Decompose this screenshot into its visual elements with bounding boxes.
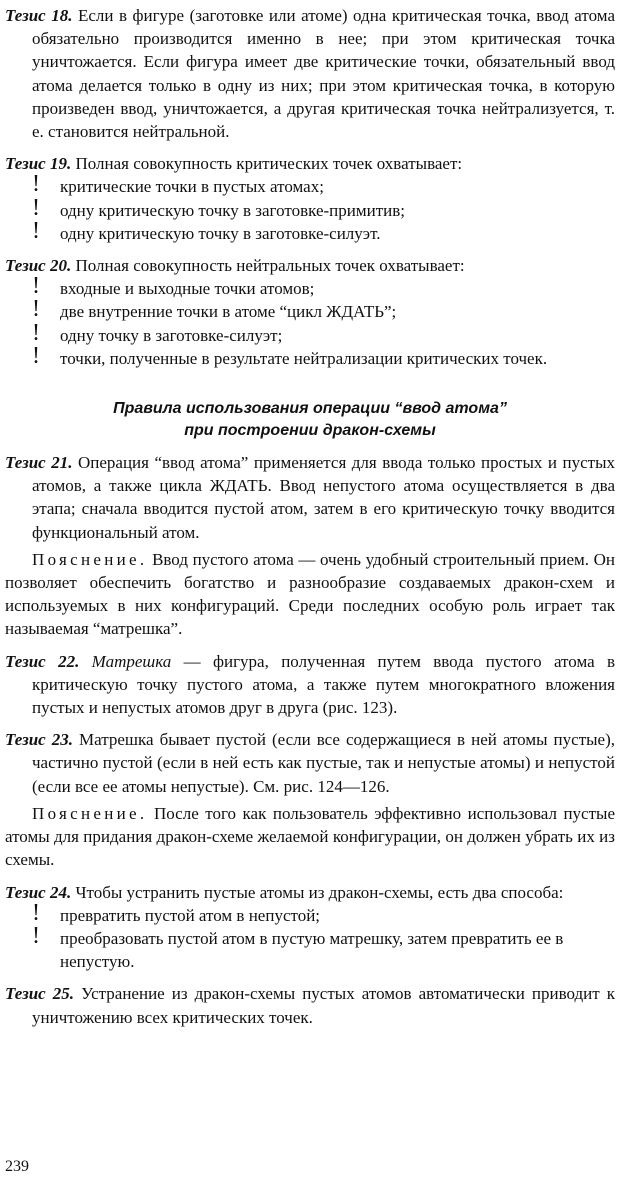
list-item-text: одну критическую точку в заготовке-примитив;	[60, 200, 405, 220]
list-item	[32, 922, 615, 973]
list-item-text: превратить пустой атом в непустой;	[60, 905, 321, 925]
thesis-text: Устранение из дракон-схемы пустых атомов автоматически приводит к уничтожению всех критических точек.	[32, 984, 615, 1027]
exclamation-icon: !	[32, 319, 40, 346]
list-item	[32, 342, 615, 370]
list-item-text: точки, полученные в результате нейтрализации критических точек.	[60, 348, 548, 368]
list-item	[32, 194, 615, 222]
thesis-20-list	[5, 273, 615, 370]
list-item	[32, 217, 615, 245]
thesis-label: Тезис 24.	[5, 882, 72, 902]
explanation-text: Ввод пустого атома — очень удобный строительный прием. Он позволяет обеспечить богатство и разнообразие создаваемых дракон-схем и используемых в них конфигураций. Среди последних особую роль играет так называемая “матрешка”.	[5, 549, 615, 639]
thesis-label: Тезис 25.	[5, 984, 75, 1004]
thesis-25	[5, 982, 615, 1028]
thesis-19	[5, 152, 615, 175]
exclamation-icon: !	[32, 899, 40, 926]
list-item	[32, 899, 615, 927]
list-item	[32, 273, 615, 300]
thesis-label: Тезис 18.	[5, 6, 73, 25]
page-number: 239	[5, 1158, 29, 1175]
exclamation-icon: !	[32, 194, 40, 221]
section-heading-line: Правила использования операции “ввод атома”	[113, 400, 507, 418]
thesis-text: Полная совокупность критических точек охватывает:	[71, 154, 463, 174]
explanation-label: Пояснение.	[32, 549, 148, 569]
list-item	[32, 296, 615, 323]
explanation-text: После того как пользователь эффективно использовал пустые атомы для придания дракон-схеме желаемой конфигурации, он должен убрать их из схемы.	[5, 803, 615, 870]
thesis-text: Операция “ввод атома” применяется для ввода только простых и пустых атомов, а также цикла ЖДАТЬ. Ввод непустого атома осуществляется в два этапа; сначала вводится пустой атом, затем в его критическую точку вводится функциональный атом.	[32, 453, 615, 542]
explanation-1	[5, 548, 615, 641]
thesis-label: Тезис 22.	[5, 651, 80, 671]
thesis-18	[5, 4, 615, 143]
section-heading-line: при построении дракон-схемы	[184, 422, 436, 440]
explanation-label: Пояснение.	[32, 803, 148, 823]
thesis-21	[5, 451, 615, 544]
exclamation-icon: !	[32, 171, 40, 198]
thesis-22	[5, 650, 615, 720]
list-item-text: входные и выходные точки атомов;	[60, 279, 315, 299]
list-item-text: критические точки в пустых атомах;	[60, 177, 324, 197]
thesis-20	[5, 254, 615, 277]
thesis-label: Тезис 20.	[5, 256, 72, 276]
thesis-text: Если в фигуре (заготовке или атоме) одна критическая точка, ввод атома обязательно производится именно в нее; при этом критическая точка уничтожается. Если фигура имеет две критические точки, обязательный ввод атома делается только в одну из них; при этом критическая точка, в которую произведен ввод, уничтожается, а другая критическая точка нейтрализуется, т. е. становится нейтральной.	[32, 6, 615, 142]
thesis-24	[5, 881, 615, 904]
exclamation-icon: !	[32, 296, 40, 323]
thesis-text: Матрешка бывает пустой (если все содержащиеся в ней атомы пустые), частично пустой (если в ней есть как пустые, так и непустые атомы) и непустой (если все ее атомы непустые). См. рис. 124—126.	[32, 730, 615, 796]
section-heading	[5, 398, 615, 442]
explanation-2	[5, 802, 615, 872]
thesis-term: Матрешка	[79, 651, 172, 671]
list-item	[32, 319, 615, 347]
thesis-19-list	[5, 171, 615, 245]
thesis-text: Чтобы устранить пустые атомы из дракон-схемы, есть два способа:	[71, 882, 564, 902]
list-item	[32, 171, 615, 198]
thesis-text: Полная совокупность нейтральных точек охватывает:	[71, 256, 465, 276]
exclamation-icon: !	[32, 342, 40, 369]
thesis-label: Тезис 19.	[5, 154, 72, 174]
list-item-text: одну критическую точку в заготовке-силуэт.	[60, 223, 381, 243]
list-item-text: преобразовать пустой атом в пустую матрешку, затем превратить ее в непустую.	[60, 928, 564, 972]
thesis-text: — фигура, полученная путем ввода пустого атома в критическую точку пустого атома, а также путем многократного вложения пустых и непустых атомов друг в друга (рис. 123).	[32, 651, 615, 718]
thesis-label: Тезис 21.	[5, 453, 73, 473]
exclamation-icon: !	[32, 273, 40, 300]
exclamation-icon: !	[32, 217, 40, 244]
thesis-23	[5, 728, 615, 798]
thesis-label: Тезис 23.	[5, 730, 73, 750]
list-item-text: две внутренние точки в атоме “цикл ЖДАТЬ”;	[60, 302, 397, 322]
thesis-24-list	[5, 899, 615, 974]
list-item-text: одну точку в заготовке-силуэт;	[60, 325, 283, 345]
exclamation-icon: !	[32, 922, 40, 949]
